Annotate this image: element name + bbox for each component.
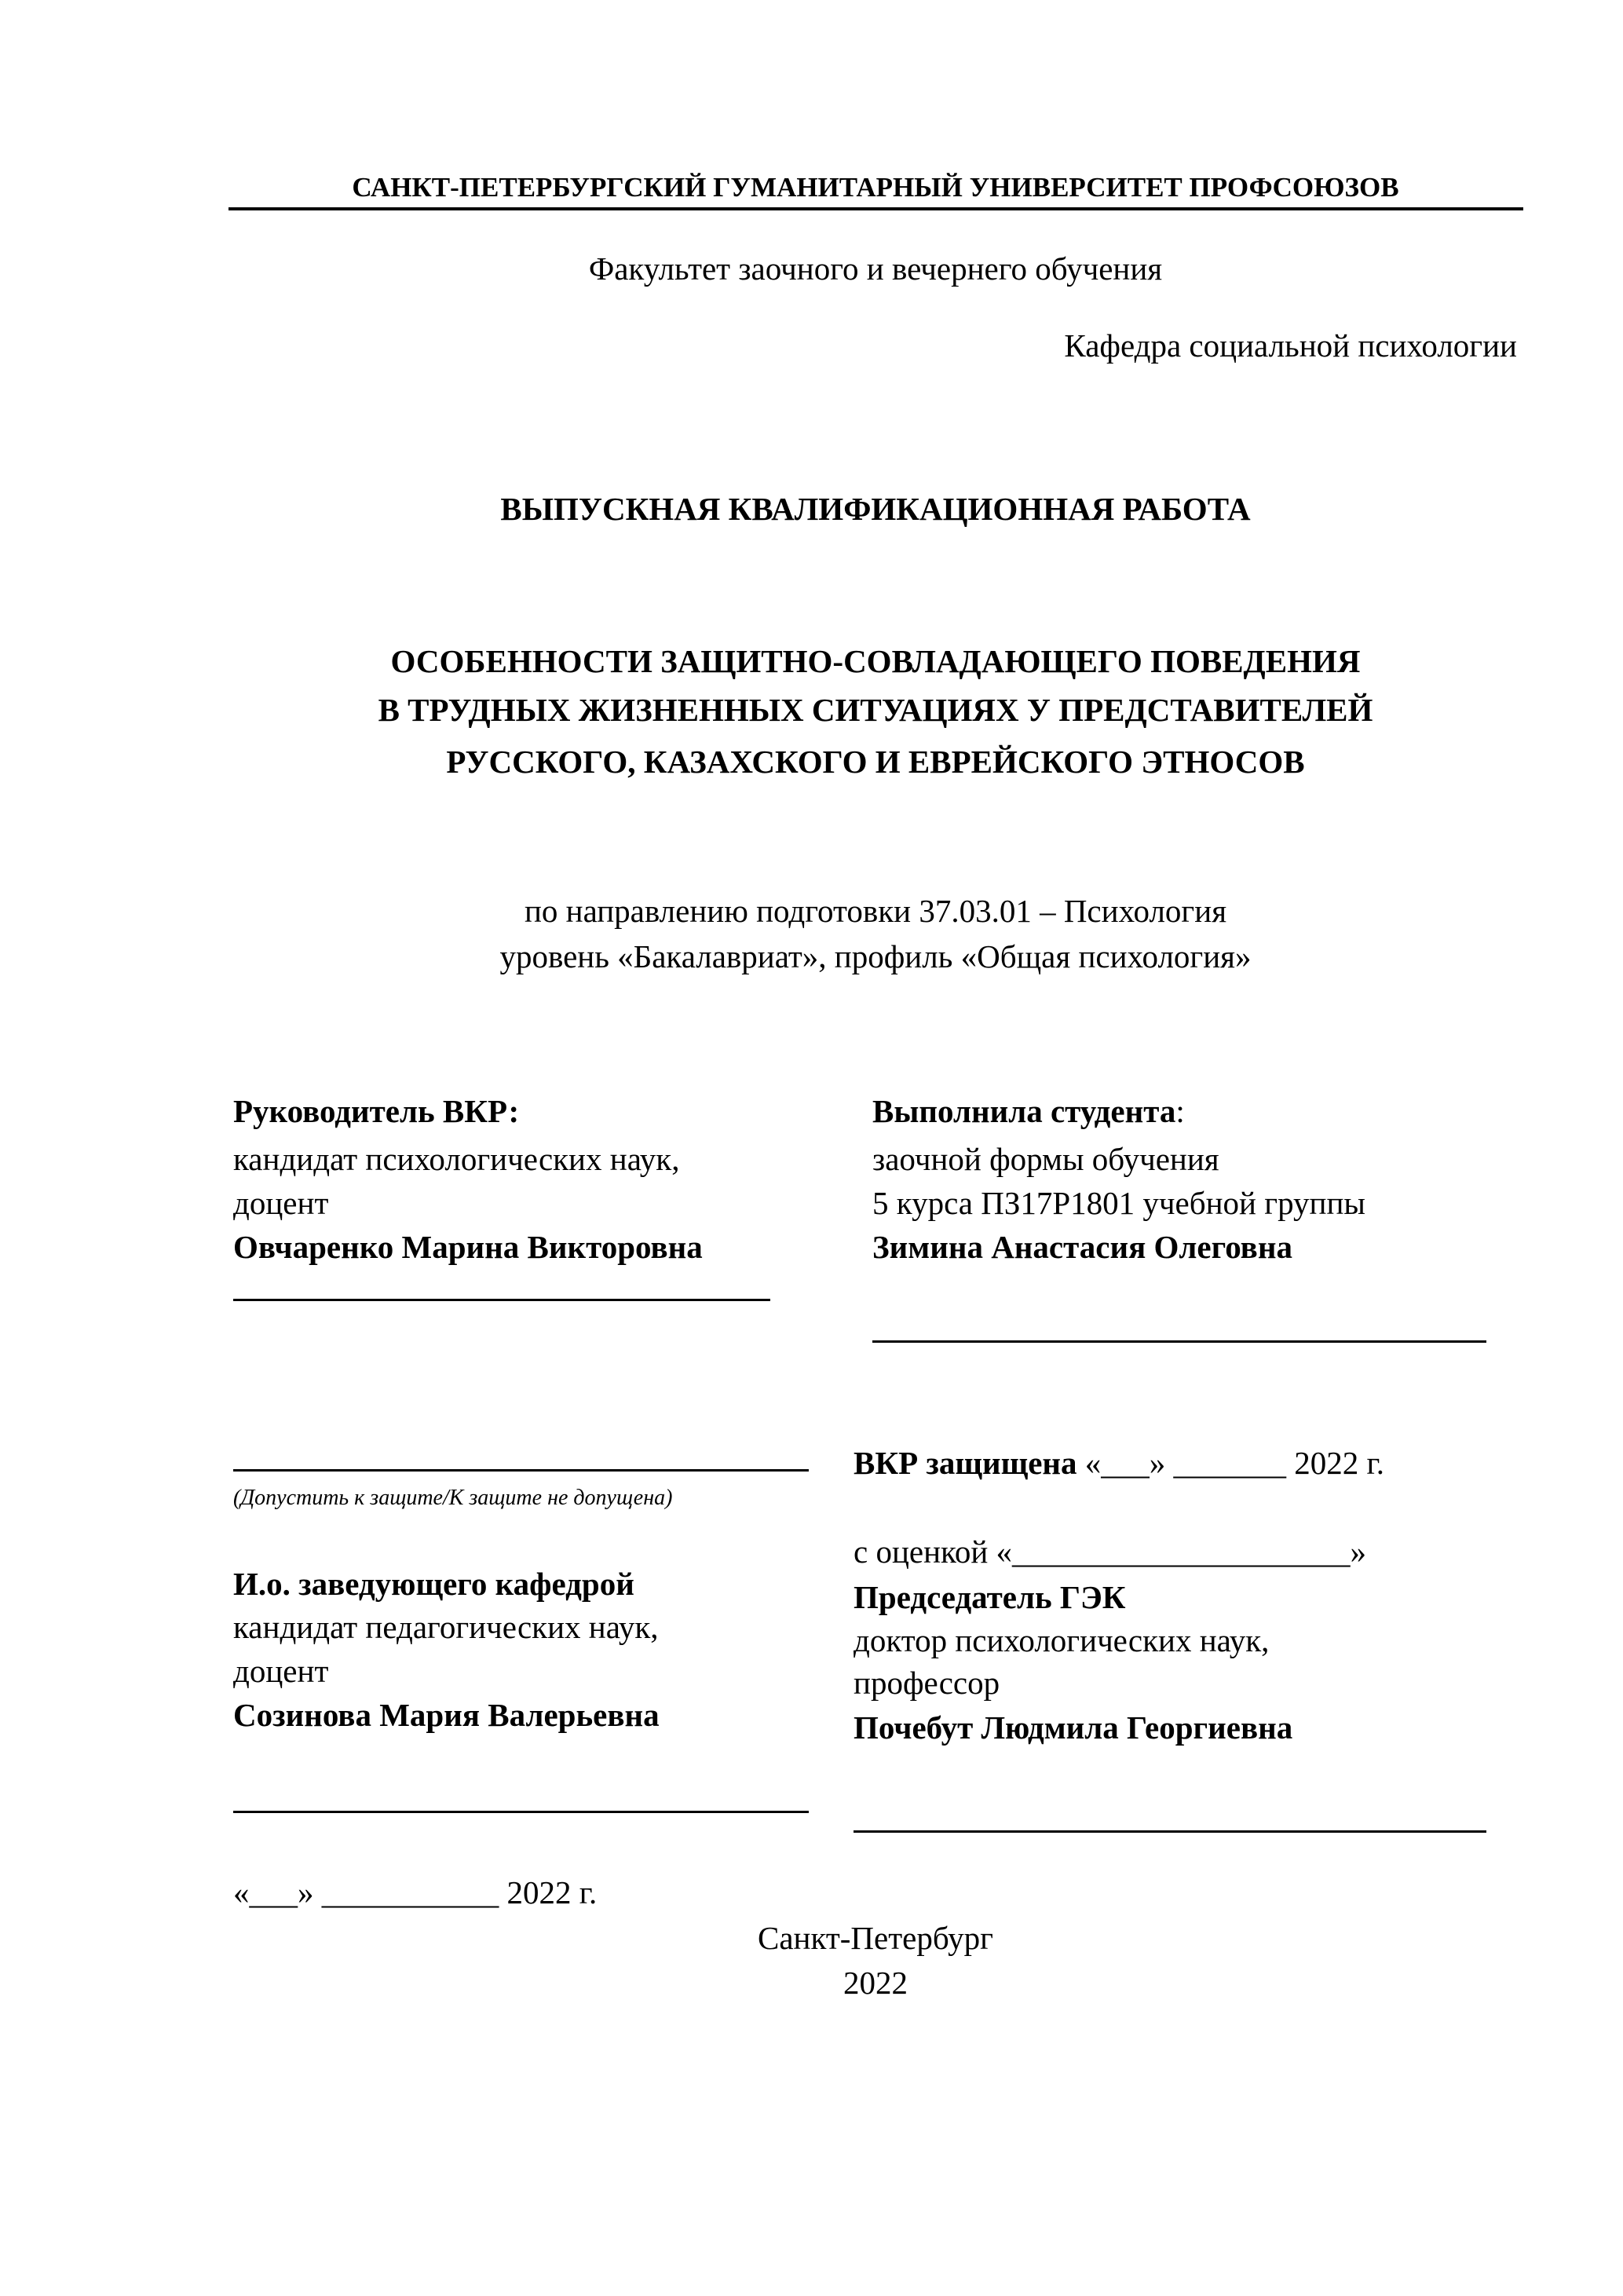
defense-label: ВКР защищена [854,1445,1077,1481]
date-line: «___» ___________ 2022 г. [233,1874,598,1910]
head-heading: И.о. заведующего кафедрой [233,1566,634,1602]
defense-date: «___» _______ 2022 г. [1084,1445,1384,1481]
chairman-signature-line [854,1830,1486,1833]
department-name: Кафедра социальной психологии [1064,327,1517,364]
title-line: РУССКОГО, КАЗАХСКОГО И ЕВРЕЙСКОГО ЭТНОСОВ [446,744,1305,780]
student-heading [872,1092,1185,1130]
supervisor-name: Овчаренко Марина Викторовна [233,1229,703,1265]
student-group: 5 курса ПЗ17Р1801 учебной группы [872,1185,1365,1221]
university-name: САНКТ-ПЕТЕРБУРГСКИЙ ГУМАНИТАРНЫЙ УНИВЕРСИТЕТ ПРОФСОЮЗОВ [352,172,1399,203]
student-name: Зимина Анастасия Олеговна [872,1229,1292,1265]
chairman-name: Почебут Людмила Георгиевна [854,1709,1293,1746]
supervisor-heading: Руководитель ВКР: [233,1093,520,1129]
admission-signature-line [233,1469,809,1472]
chairman-rank: профессор [854,1665,1000,1701]
supervisor-signature-line [233,1299,770,1301]
head-signature-line [233,1811,809,1813]
header-rule [228,207,1523,210]
student-signature-line [872,1340,1486,1343]
supervisor-rank: доцент [233,1185,329,1221]
head-name: Созинова Мария Валерьевна [233,1697,660,1733]
student-heading-colon: : [1175,1093,1185,1129]
student-heading-text: Выполнила студента [872,1093,1176,1129]
city: Санкт-Петербург [758,1920,993,1956]
chairman-degree: доктор психологических наук, [854,1622,1270,1658]
defense-line [854,1444,1384,1482]
direction-line: по направлению подготовки 37.03.01 – Психология [524,893,1227,929]
student-form: заочной формы обучения [872,1141,1219,1177]
head-degree: кандидат педагогических наук, [233,1609,659,1645]
work-type: ВЫПУСКНАЯ КВАЛИФИКАЦИОННАЯ РАБОТА [500,491,1251,527]
faculty-name: Факультет заочного и вечернего обучения [588,250,1163,287]
title-line: В ТРУДНЫХ ЖИЗНЕННЫХ СИТУАЦИЯХ У ПРЕДСТАВИТЕЛЕЙ [378,692,1373,728]
title-line: ОСОБЕННОСТИ ЗАЩИТНО-СОВЛАДАЮЩЕГО ПОВЕДЕНИЯ [390,643,1361,679]
chairman-heading: Председатель ГЭК [854,1579,1126,1615]
admission-note: (Допустить к защите/К защите не допущена) [233,1486,673,1510]
year: 2022 [843,1965,908,2001]
defense-grade: с оценкой «_____________________» [854,1534,1367,1570]
supervisor-degree: кандидат психологических наук, [233,1141,680,1177]
direction-line: уровень «Бакалавриат», профиль «Общая психология» [499,938,1252,974]
head-rank: доцент [233,1653,329,1689]
